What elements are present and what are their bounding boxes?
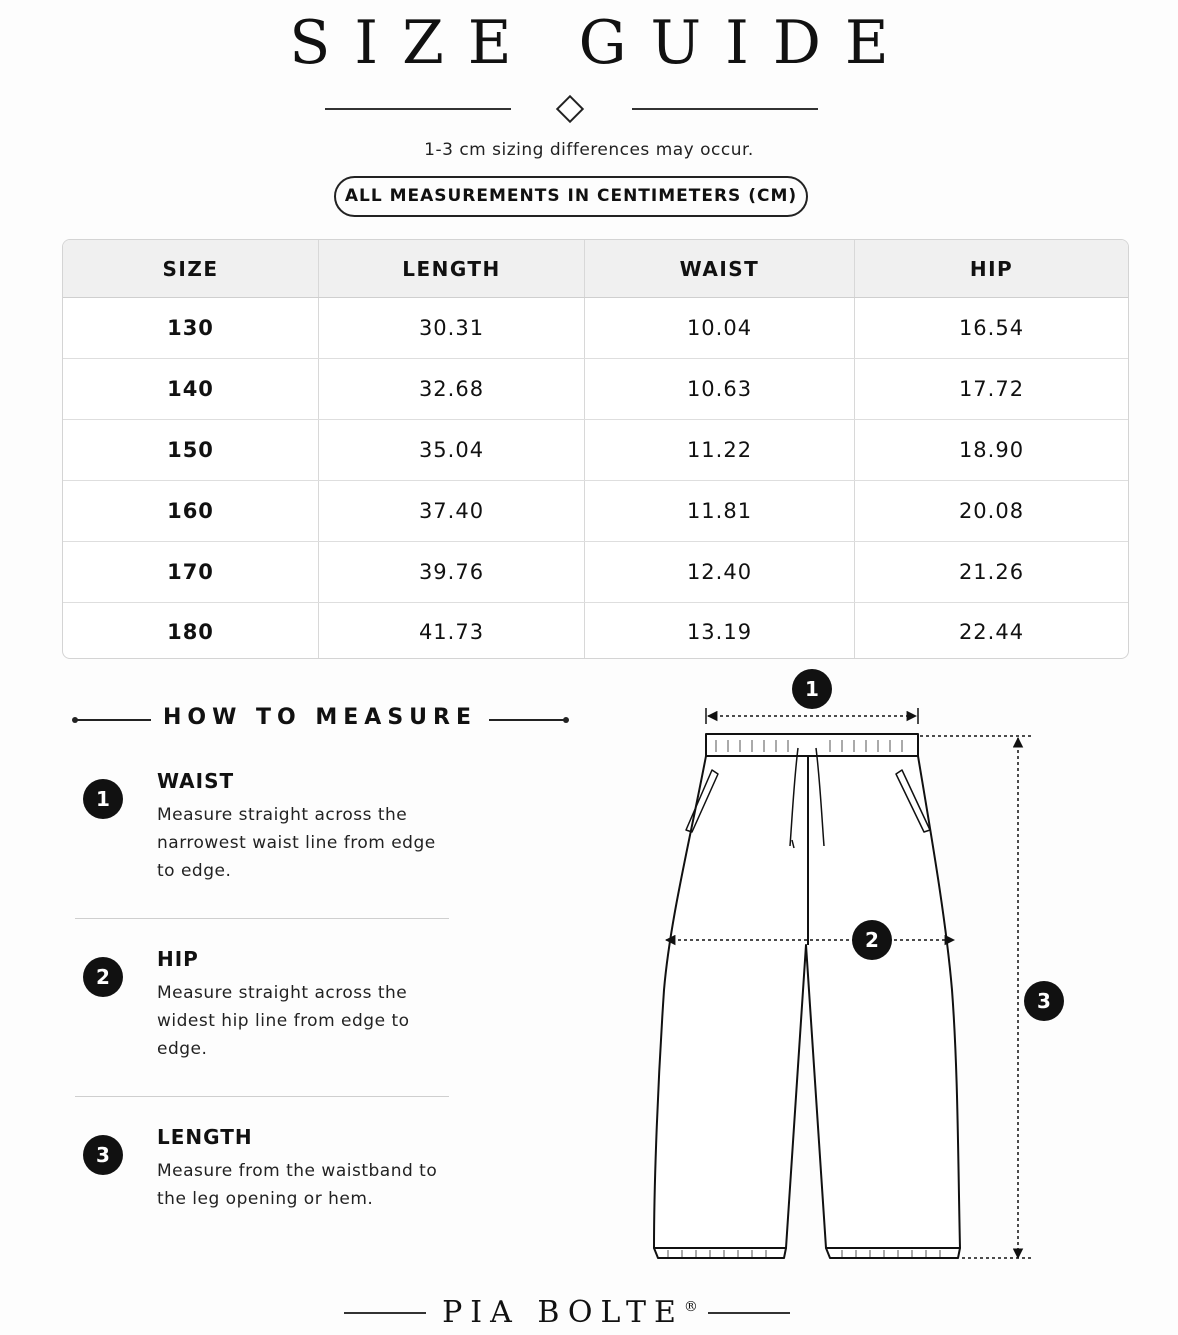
table-row <box>63 603 1128 659</box>
step-divider <box>75 918 449 919</box>
step-number-badge: 3 <box>83 1135 123 1175</box>
cell-size: 180 <box>63 603 319 659</box>
brand-logo <box>430 1295 710 1330</box>
cell-hip: 22.44 <box>958 620 1025 644</box>
header-waist: WAIST <box>585 240 855 297</box>
cell-waist: 12.40 <box>585 542 855 602</box>
htm-rule-right <box>489 719 565 721</box>
cell-size: 160 <box>63 481 319 541</box>
cell-waist: 13.19 <box>585 603 855 659</box>
diagram-marker-length: 3 <box>1024 981 1064 1021</box>
how-to-measure-title: HOW TO MEASURE <box>162 705 478 730</box>
table-row <box>63 420 1128 481</box>
step-divider <box>75 1096 449 1097</box>
step-description: Measure from the waistband to the leg opening or hem. <box>157 1161 438 1209</box>
title-rule-right <box>632 108 818 110</box>
header-hip: HIP <box>969 256 1014 281</box>
diagram-marker-waist: 1 <box>792 669 832 709</box>
brand-name: PIA BOLTE <box>442 1295 684 1330</box>
size-table <box>62 239 1129 659</box>
cell-hip: 16.54 <box>958 316 1025 340</box>
brand-rule-right <box>708 1312 790 1314</box>
cell-length: 30.31 <box>319 298 585 358</box>
cell-hip: 18.90 <box>958 438 1025 462</box>
cell-hip: 17.72 <box>958 377 1025 401</box>
table-row <box>63 481 1128 542</box>
cell-waist: 10.04 <box>585 298 855 358</box>
title-rule-left <box>325 108 511 110</box>
htm-rule-left <box>75 719 151 721</box>
cell-waist: 11.22 <box>585 420 855 480</box>
table-row <box>63 298 1128 359</box>
step-description: Measure straight across the narrowest waist line from edge to edge. <box>157 805 436 881</box>
step-title: HIP <box>157 947 199 971</box>
sizing-note: 1-3 cm sizing differences may occur. <box>424 140 754 160</box>
cell-waist: 11.81 <box>585 481 855 541</box>
step-title: WAIST <box>157 769 235 793</box>
cell-size: 140 <box>63 359 319 419</box>
table-row <box>63 542 1128 603</box>
cell-length: 37.40 <box>319 481 585 541</box>
step-number-badge: 1 <box>83 779 123 819</box>
cell-length: 41.73 <box>319 603 585 659</box>
step-description: Measure straight across the widest hip line from edge to edge. <box>157 983 410 1059</box>
cell-size: 130 <box>63 298 319 358</box>
pants-illustration-icon <box>620 660 1080 1280</box>
cell-length: 35.04 <box>319 420 585 480</box>
step-number-badge: 2 <box>83 957 123 997</box>
header-length: LENGTH <box>319 240 585 297</box>
cell-size: 150 <box>63 420 319 480</box>
cell-size: 170 <box>63 542 319 602</box>
registered-mark: ® <box>683 1299 698 1315</box>
cell-hip: 21.26 <box>958 560 1025 584</box>
cell-hip: 20.08 <box>958 499 1025 523</box>
brand-rule-left <box>344 1312 426 1314</box>
table-header <box>63 240 1128 298</box>
diagram-marker-hip: 2 <box>852 920 892 960</box>
units-badge: ALL MEASUREMENTS IN CENTIMETERS (CM) <box>334 176 808 217</box>
dot-icon <box>563 717 569 723</box>
diamond-icon <box>556 95 584 123</box>
cell-length: 39.76 <box>319 542 585 602</box>
table-row <box>63 359 1128 420</box>
header-size: SIZE <box>63 240 319 297</box>
cell-waist: 10.63 <box>585 359 855 419</box>
step-title: LENGTH <box>157 1125 253 1149</box>
page-title: SIZE GUIDE <box>289 8 913 78</box>
cell-length: 32.68 <box>319 359 585 419</box>
